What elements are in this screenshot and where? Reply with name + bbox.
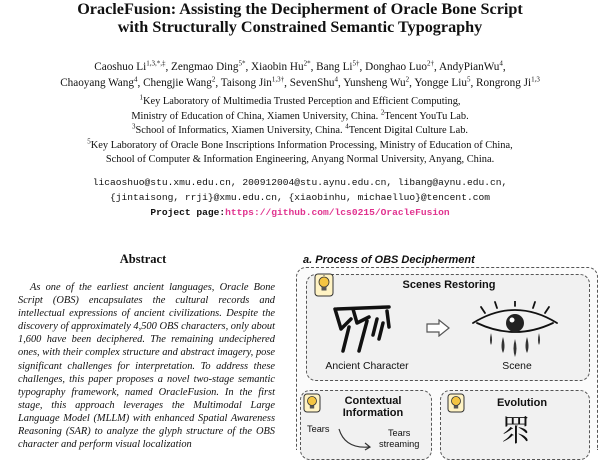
lightbulb-icon xyxy=(314,273,334,297)
affil-sup: 5 xyxy=(87,137,91,146)
tears-streaming-label xyxy=(379,428,419,450)
affil-5-line-2: School of Computer & Information Engineering, Anyang Normal University, Anyang, China. xyxy=(105,154,495,166)
curved-arrow-icon xyxy=(335,427,375,453)
paper-title xyxy=(0,0,600,36)
author-name: Chaoyang Wang xyxy=(60,76,134,89)
affil-sup: 2 xyxy=(380,108,385,117)
author-name: Donghao Luo xyxy=(365,61,427,73)
author-name: Rongrong Ji xyxy=(476,76,532,89)
context-title-line-1: Contextual xyxy=(344,395,402,407)
author-sup: 1,3,*,‡ xyxy=(146,59,166,68)
author-list: Caoshuo $Li^{1,3,*,\ddagger}$, Zengmao Ding$^{5*}$, Xiaobin $Hu^{2*}$, Bang $Li^{5\dagger}$, Donghao Luo$^{2\dagger}$, AndyPianWu$^4$, Chaoyang Wang$^4$, Chengjie Wang$^2$, Taisong Jin$^{1,3\dagger}$, SevenShu$^4$, Yunsheng Wu$^2$, Yongge Liu$^5$, Rongrong Ji$^{1,3}$ xyxy=(60,59,540,89)
affil-sup: 4 xyxy=(345,122,349,131)
author-name: Chengjie Wang xyxy=(143,76,212,89)
affiliations xyxy=(0,95,600,168)
author-name: SevenShu xyxy=(289,76,335,89)
author-sup: 2* xyxy=(303,59,311,68)
author-sup: 2 xyxy=(405,74,410,83)
affil-1-line-2: Ministry of Education of China, Xiamen University, China. xyxy=(131,110,379,122)
project-label: Project page: xyxy=(150,207,226,218)
scenes-restoring-title: Scenes Restoring xyxy=(402,279,496,291)
author-sup: 1,3 xyxy=(531,74,540,83)
affil-sup: 3 xyxy=(131,122,136,131)
author-name: Caoshuo Li xyxy=(94,61,147,73)
affil-5-line-1: Key Laboratory of Oracle Bone Inscriptions Information Processing, Ministry of Education of China, xyxy=(90,139,513,151)
author-name: Yongge Liu xyxy=(414,76,467,89)
author-sup: 1,3† xyxy=(271,74,285,83)
email-list xyxy=(0,175,600,205)
evolution-title: Evolution xyxy=(496,397,548,409)
author-sup: 4 xyxy=(133,74,138,83)
affil-sup: 1 xyxy=(139,93,143,102)
ancient-character-caption: Ancient Character xyxy=(325,361,409,372)
author-name: Bang Li xyxy=(316,61,353,73)
author-sup: 2† xyxy=(426,59,434,68)
affil-4: Tencent Digital Culture Lab. xyxy=(348,125,469,137)
title-line-1: OracleFusion: Assisting the Decipherment of Oracle Bone Script xyxy=(77,0,523,18)
tears-streaming-line-1: Tears xyxy=(387,428,411,438)
title-line-2: with Structurally Constrained Semantic Typography xyxy=(117,18,483,36)
contextual-information-title xyxy=(315,395,431,419)
arrow-right-icon xyxy=(425,319,451,337)
affil-2: Tencent YouTu Lab. xyxy=(384,110,469,122)
author-sup: 2 xyxy=(211,74,216,83)
author-sup: 5 xyxy=(466,74,471,83)
crying-eye-illustration xyxy=(465,301,565,361)
author-name: Taisong Jin xyxy=(220,76,272,89)
abstract-heading: Abstract xyxy=(119,252,167,266)
scenes-restoring-panel xyxy=(306,274,590,381)
author-name: Xiaobin Hu xyxy=(251,61,304,73)
affil-1-line-1: Key Laboratory of Multimedia Trusted Perception and Efficient Computing, xyxy=(142,96,461,107)
context-title-line-2: Information xyxy=(342,407,404,419)
author-name: Zengmao Ding xyxy=(171,61,239,73)
affil-3: School of Informatics, Xiamen University, China. xyxy=(135,125,343,137)
author-name: Yunsheng Wu xyxy=(343,76,406,89)
oracle-character-glyph xyxy=(329,299,401,355)
tears-label: Tears xyxy=(307,424,330,434)
project-page xyxy=(0,207,600,218)
tears-streaming-line-2: streaming xyxy=(379,439,420,449)
email-line-1: licaoshuo@stu.xmu.edu.cn, 200912004@stu.aynu.edu.cn, libang@aynu.edu.cn, xyxy=(92,177,508,188)
author-sup: 4 xyxy=(334,74,338,83)
email-line-2: {jintaisong, rrji}@xmu.edu.cn, {xiaobinhu, michaelluo}@tencent.com xyxy=(110,192,490,203)
author-sup: 5* xyxy=(238,59,246,68)
project-link[interactable]: https://github.com/lcs0215/OracleFusion xyxy=(225,207,450,218)
modern-character: 眔 xyxy=(501,414,531,449)
scene-caption: Scene xyxy=(502,361,532,372)
author-name: AndyPianWu xyxy=(438,61,500,73)
figure-title: a. Process of OBS Decipherment xyxy=(303,254,475,266)
author-sup: 4 xyxy=(499,59,503,68)
abstract-text: As one of the earliest ancient languages, Oracle Bone Script (OBS) encapsulates the cultural records and intellectual expressions of ancient civilizations. Despite the discovery of approximately 4,500 OBS characters, only about 1,600 have been deciphered. The remaining undeciphered ones, with their complex structure and abstract imagery, pose significant challenges for interpretation. To address these challenges, this paper proposes a novel two-stage semantic typography framework, named OracleFusion. In the first stage, this approach leverages the Multimodal Large Language Model (MLLM) with enhanced Spatial Awareness Reasoning (SAR) to analyze the glyph structure of the OBS character and perform visual localization xyxy=(18,282,275,451)
author-sup: 5† xyxy=(352,59,360,68)
abstract-body xyxy=(18,281,275,451)
